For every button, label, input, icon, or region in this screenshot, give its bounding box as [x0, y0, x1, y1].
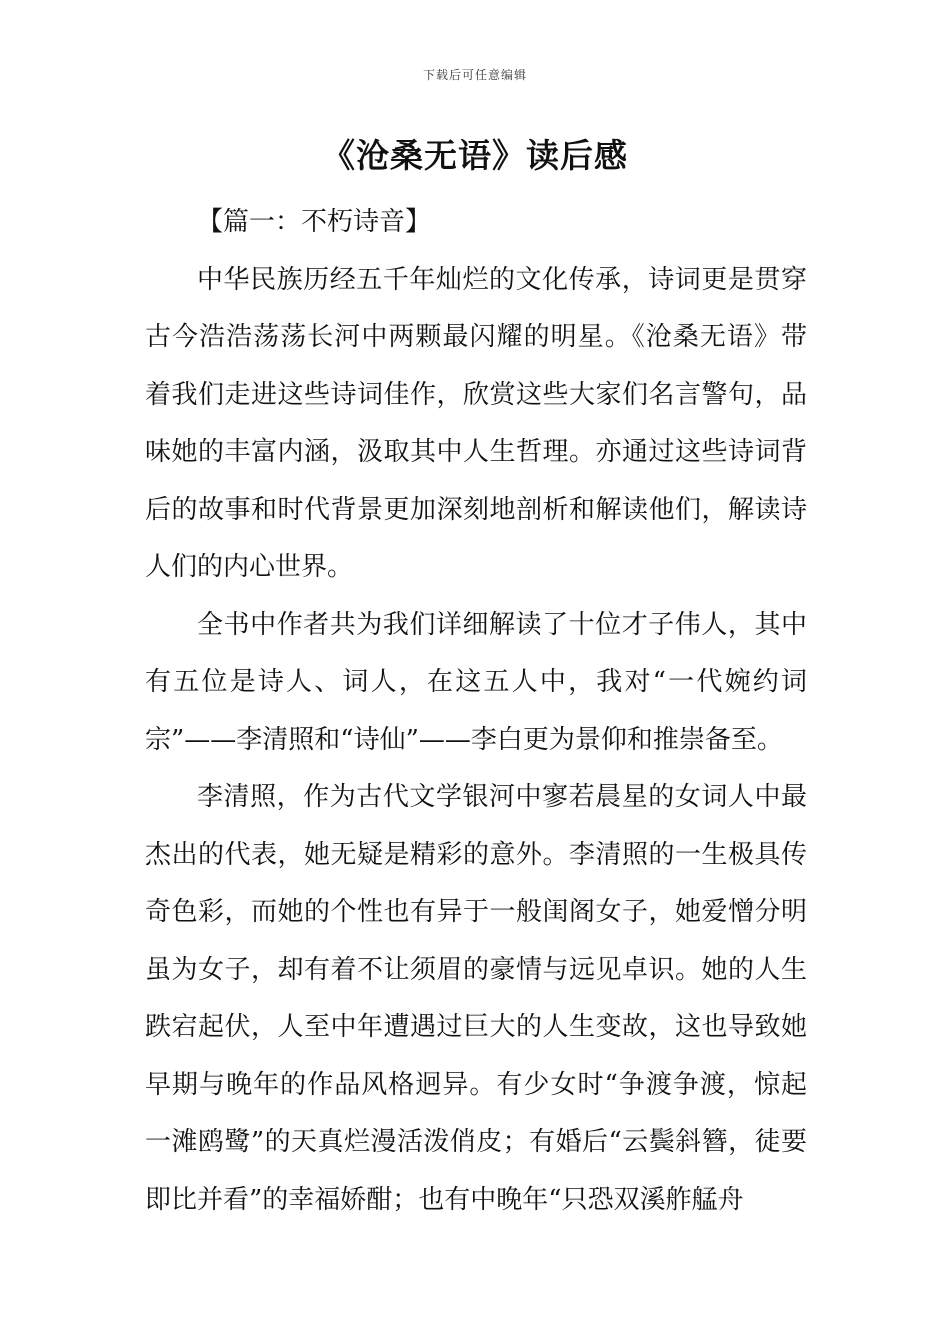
document-title: 《沧桑无语》读后感: [322, 136, 628, 175]
page-header-note: 下载后可任意编辑: [422, 68, 527, 82]
section-heading: 【篇一：不朽诗音】: [197, 207, 432, 237]
paragraph-1: 中华民族历经五千年灿烂的文化传承，诗词更是贯穿古今浩浩荡荡长河中两颗最闪耀的明星。《沧桑无语》带着我们走进这些诗词佳作，欣赏这些大家们名言警句，品味她的丰富内涵，汲取其中人生哲理。亦通过这些诗词背后的故事和时代背景更加深刻地剖析和解读他们，解读诗人们的内心世界。: [145, 264, 807, 582]
paragraph-3: 李清照，作为古代文学银河中寥若晨星的女词人中最杰出的代表，她无疑是精彩的意外。李清照的一生极具传奇色彩，而她的个性也有异于一般闺阁女子，她爱憎分明虽为女子，却有着不让须眉的豪情与远见卓识。她的人生跌宕起伏，人至中年遭遇过巨大的人生变故，这也导致她早期与晚年的作品风格迥异。有少女时“争渡争渡，惊起一滩鸥鹭”的天真烂漫活泼俏皮；有婚后“云鬓斜簪，徒要即比并看”的幸福娇酣；也有中晚年“只恐双溪舴艋舟: [145, 782, 807, 1215]
paragraph-2: 全书中作者共为我们详细解读了十位才子伟人，其中有五位是诗人、词人，在这五人中，我对“一代婉约词宗”——李清照和“诗仙”——李白更为景仰和推崇备至。: [145, 609, 807, 755]
document-body: [145, 194, 807, 1229]
